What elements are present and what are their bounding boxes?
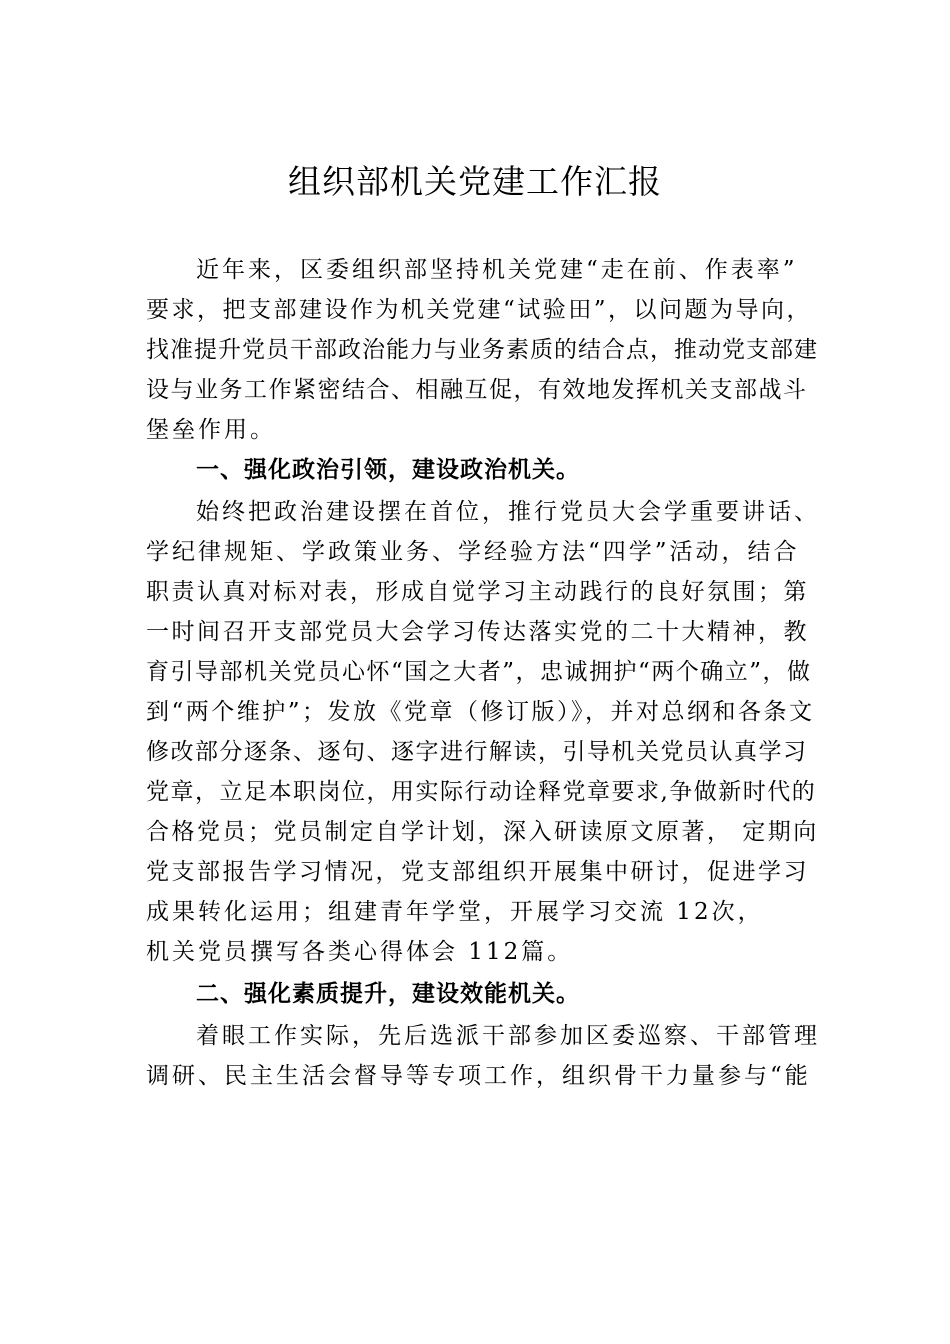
- section2-line-1: 着眼工作实际，先后选派干部参加区委巡察、干部管理: [196, 1023, 820, 1049]
- section1-line-11: 成果转化运用；组建青年学堂，开展学习交流 12次，: [146, 899, 764, 925]
- section2-heading: 二、强化素质提升，建设效能机关。: [196, 981, 580, 1007]
- intro-line-3: 找准提升党员干部政治能力与业务素质的结合点，推动党支部建: [146, 337, 818, 363]
- section1-line-5: 育引导部机关党员心怀“国之大者”，忠诚拥护“两个确立”，做: [146, 659, 812, 685]
- section1-line-8: 党章，立足本职岗位，用实际行动诠释党章要求,争做新时代的: [146, 779, 817, 805]
- section1-line-2: 学纪律规矩、学政策业务、学经验方法“四学”活动，结合: [146, 539, 800, 565]
- section1-line-6: 到“两个维护”；发放《党章（修订版）》，并对总纲和各条文: [146, 699, 815, 725]
- section1-line-10: 党支部报告学习情况，党支部组织开展集中研讨，促进学习: [146, 859, 809, 885]
- section1-line-3: 职责认真对标对表，形成自觉学习主动践行的良好氛围；第: [146, 579, 809, 605]
- section2-line-2: 调研、民主生活会督导等专项工作，组织骨干力量参与“能: [146, 1063, 811, 1089]
- section1-line-12: 机关党员撰写各类心得体会 112篇。: [146, 939, 574, 965]
- document-title: 组织部机关党建工作汇报: [288, 162, 662, 201]
- section1-line-4: 一时间召开支部党员大会学习传达落实党的二十大精神，教: [146, 619, 809, 645]
- intro-line-1: 近年来，区委组织部坚持机关党建“走在前、作表率”: [196, 257, 798, 283]
- section1-line-1: 始终把政治建设摆在首位，推行党员大会学重要讲话、: [196, 499, 820, 525]
- intro-line-2: 要求，把支部建设作为机关党建“试验田”，以问题为导向，: [146, 297, 813, 323]
- section1-heading: 一、强化政治引领，建设政治机关。: [196, 457, 580, 483]
- intro-line-5: 堡垒作用。: [146, 417, 276, 443]
- section1-line-7: 修改部分逐条、逐句、逐字进行解读，引导机关党员认真学习: [146, 739, 808, 765]
- section1-line-9: 合格党员；党员制定自学计划，深入研读原文原著， 定期向: [146, 819, 819, 845]
- intro-line-4: 设与业务工作紧密结合、相融互促，有效地发挥机关支部战斗: [146, 377, 808, 403]
